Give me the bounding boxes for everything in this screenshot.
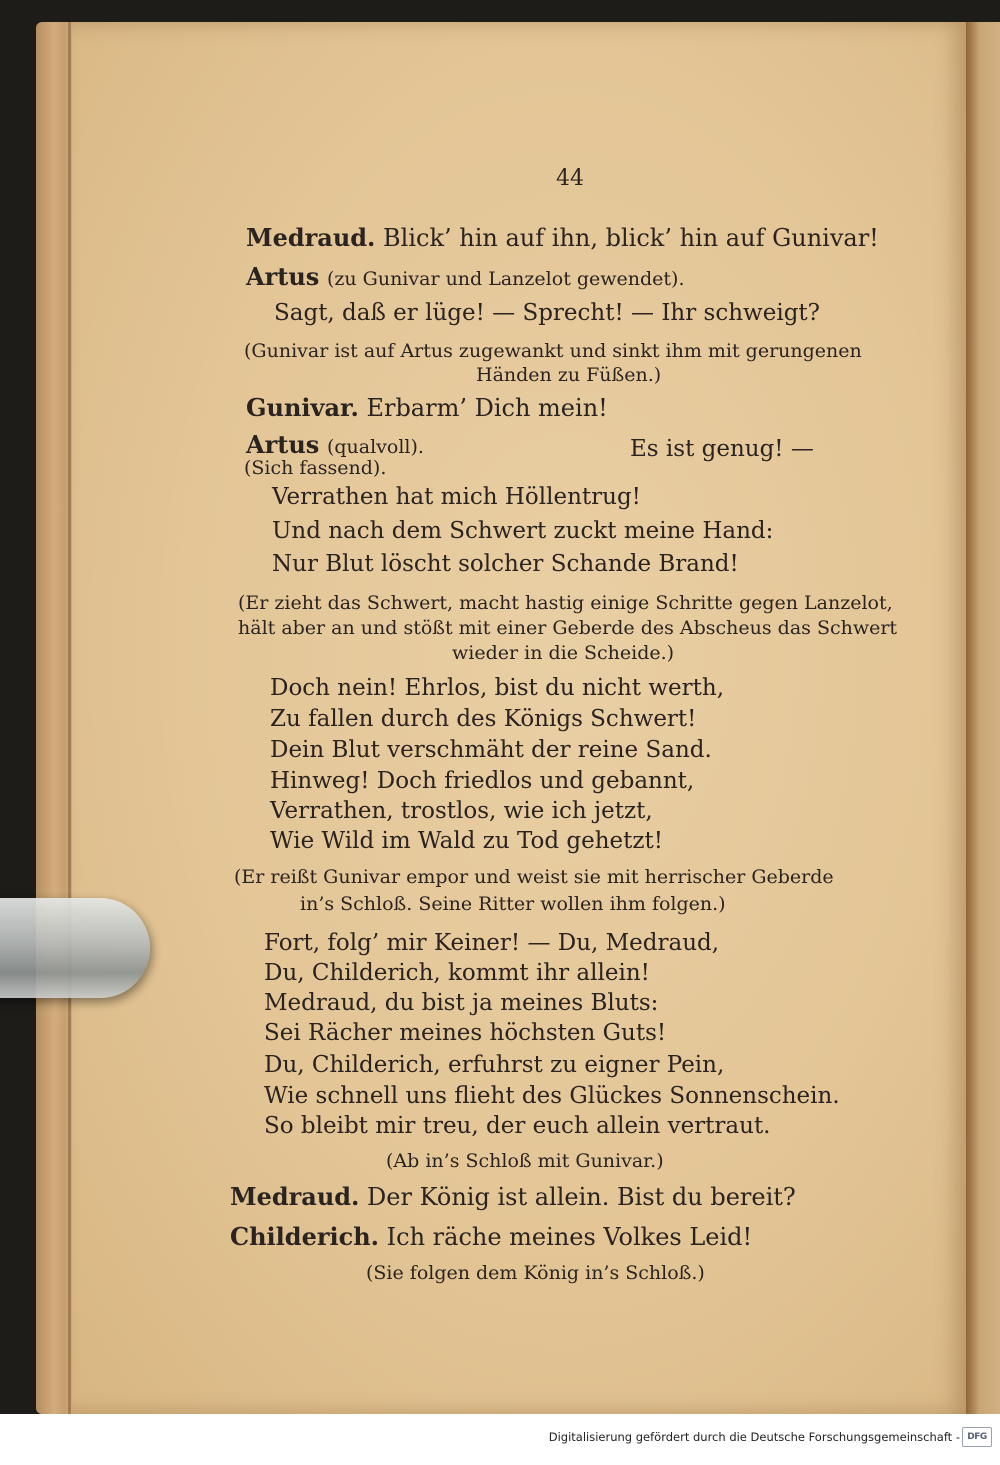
stage-direction: (Er zieht das Schwert, macht hastig einige Schritte gegen Lanzelot,	[238, 592, 893, 614]
speech-text: Erbarm’ Dich mein!	[366, 394, 608, 422]
speech-text: Blick’ hin auf ihn, blick’ hin auf Gunivar!	[383, 224, 879, 252]
page-number: 44	[556, 166, 584, 191]
dialogue-line	[246, 393, 608, 422]
verse-line: Du, Childerich, erfuhrst zu eigner Pein,	[264, 1052, 725, 1078]
verse-line: Es ist genug! —	[630, 436, 814, 462]
stage-direction: wieder in die Scheide.)	[452, 642, 675, 664]
stage-direction: (Sie folgen dem König in’s Schloß.)	[366, 1262, 705, 1284]
verse-line: Und nach dem Schwert zuckt meine Hand:	[272, 518, 774, 544]
speaker-name: Medraud.	[246, 223, 376, 252]
verse-line: Medraud, du bist ja meines Bluts:	[264, 990, 659, 1016]
verse-line: Sei Rächer meines höchsten Guts!	[264, 1020, 667, 1046]
speaker-name: Childerich.	[230, 1222, 380, 1251]
verse-line: Dein Blut verschmäht der reine Sand.	[270, 737, 712, 763]
speaker-name: Artus	[246, 430, 320, 459]
stage-direction: hält aber an und stößt mit einer Geberde des Abscheus das Schwert	[238, 617, 898, 639]
speaker-name: Medraud.	[230, 1182, 360, 1211]
verse-line: Wie Wild im Wald zu Tod gehetzt!	[270, 828, 663, 854]
stage-direction: Händen zu Füßen.)	[476, 364, 662, 386]
stage-direction: (Gunivar ist auf Artus zugewankt und sinkt ihm mit gerungenen	[244, 340, 862, 362]
dfg-logo-icon: DFG	[962, 1427, 992, 1447]
speech-text: Der König ist allein. Bist du bereit?	[367, 1183, 796, 1211]
verse-line: Nur Blut löscht solcher Schande Brand!	[272, 551, 739, 577]
dialogue-line	[230, 1222, 752, 1251]
verse-line: Wie schnell uns flieht des Glückes Sonnenschein.	[264, 1083, 840, 1109]
dialogue-line	[230, 1182, 796, 1211]
dialogue-line	[246, 262, 685, 291]
dialogue-line	[246, 223, 879, 252]
verse-line: Doch nein! Ehrlos, bist du nicht werth,	[270, 675, 725, 701]
verse-line: Verrathen hat mich Höllentrug!	[272, 484, 641, 510]
speaker-name: Artus	[246, 262, 320, 291]
verse-line: Hinweg! Doch friedlos und gebannt,	[270, 768, 695, 794]
funding-credit: Digitalisierung gefördert durch die Deutsche Forschungsgemeinschaft -	[548, 1430, 960, 1444]
dialogue-line	[246, 430, 424, 459]
verse-line: Fort, folg’ mir Keiner! — Du, Medraud,	[264, 930, 720, 956]
footer-bar	[0, 1414, 1000, 1465]
stage-direction: (zu Gunivar und Lanzelot gewendet).	[326, 268, 685, 290]
verse-line: Verrathen, trostlos, wie ich jetzt,	[270, 798, 653, 824]
stage-direction: (Sich fassend).	[244, 457, 387, 479]
speaker-name: Gunivar.	[246, 393, 359, 422]
speech-text: Ich räche meines Volkes Leid!	[386, 1223, 753, 1251]
verse-line: Sagt, daß er lüge! — Sprecht! — Ihr schweigt?	[274, 300, 820, 326]
stage-direction: (Ab in’s Schloß mit Gunivar.)	[386, 1150, 664, 1172]
stage-direction: (qualvoll).	[326, 436, 424, 458]
stage-direction: in’s Schloß. Seine Ritter wollen ihm folgen.)	[300, 893, 726, 915]
verse-line: Du, Childerich, kommt ihr allein!	[264, 960, 650, 986]
verse-line: Zu fallen durch des Königs Schwert!	[270, 706, 697, 732]
stage-direction: (Er reißt Gunivar empor und weist sie mit herrischer Geberde	[234, 866, 834, 888]
verse-line: So bleibt mir treu, der euch allein vertraut.	[264, 1113, 771, 1139]
